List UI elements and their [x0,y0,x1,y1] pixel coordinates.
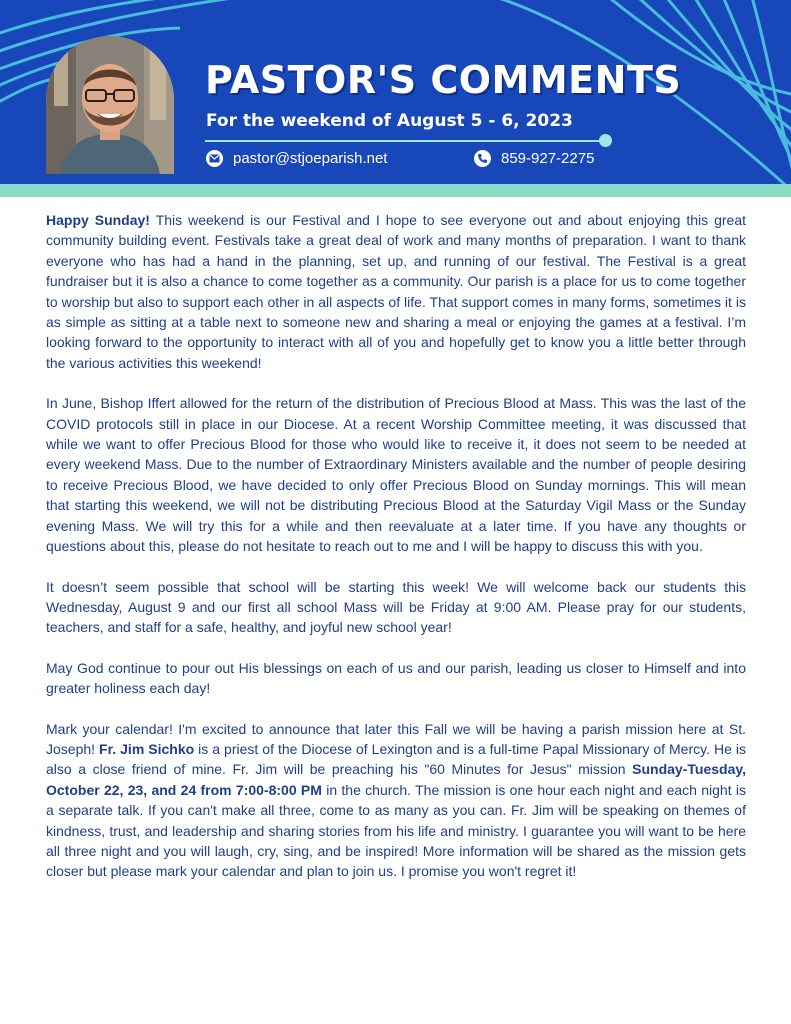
contact-phone[interactable] [474,148,594,168]
paragraph-text: in the church. The mission is one hour each night and each night is a separate talk. If you can't make all three, come to as many as you can. Fr. Jim will be speaking on themes of kindness, trust, and leadership and sharing stories from his life and ministry. I guarantee you will want to be here all three night and you will laugh, cry, sing, and be inspired! More information will be shared as the mission gets closer but please mark your calendar and plan to join us. I promise you won't regret it! [46,781,746,880]
mission-dates: Sunday-Tuesday, October 22, 23, and 24 from 7:00-8:00 PM [46,761,746,798]
contact-email[interactable] [206,148,387,168]
paragraph-text: is a priest of the Diocese of Lexington and is a full-time Papal Missionary of Mercy. He is also a close friend of mine. Fr. Jim will be preaching his "60 Minutes for Jesus" mission [46,740,746,778]
page-subtitle: For the weekend of August 5 - 6, 2023 [206,111,573,131]
header-divider-dot [599,134,612,147]
greeting: Happy Sunday! [46,212,150,228]
paragraph-mission [46,719,746,882]
email-address[interactable]: pastor@stjoeparish.net [233,149,388,167]
accent-band [0,184,791,197]
header-divider [205,140,603,142]
page-title: PASTOR'S COMMENTS [205,58,682,102]
speaker-name: Fr. Jim Sichko [99,740,195,757]
phone-number[interactable]: 859-927-2275 [501,149,595,167]
paragraph-school: It doesn’t seem possible that school will be starting this week! We will welcome back our students this Wednesday, August 9 and our first all school Mass will be Friday at 9:00 AM. Please pray for our students, teachers, and staff for a safe, healthy, and joyful new school year! [46,578,746,636]
paragraph-precious-blood: In June, Bishop Iffert allowed for the return of the distribution of Precious Blood at Mass. This was the last of the COVID protocols still in place in our Diocese. At a recent Worship Committee meeting, it was discussed that while we want to offer Precious Blood for those who would like to receive it, it does not seem to be needed at every weekend Mass. Due to the number of Extraordinary Ministers available and the number of people desiring to receive Precious Blood, we have decided to only offer Precious Blood on Sunday mornings. This will mean that starting this weekend, we will not be distributing Precious Blood at the Saturday Vigil Mass or the Sunday evening Mass. We will try this for a while and then reevaluate at a later time. If you have any thoughts or questions about this, please do not hesitate to reach out to me and I will be happy to discuss this with you. [46,395,746,555]
email-icon [206,150,223,167]
phone-icon [474,150,491,167]
paragraph-text: Mark your calendar! I'm excited to announce that later this Fall we will be having a parish mission here at St. Joseph! [46,720,746,757]
letter-body [46,210,746,902]
header-banner [0,0,791,184]
paragraph-text: This weekend is our Festival and I hope to see everyone out and about enjoying this great community building event. Festivals take a great deal of work and many months of preparation. I want to thank everyone who has had a hand in the planning, set up, and running of our festival. The Festival is a great fundraiser but it is also a chance to come together as a community. Our parish is a place for us to come together to worship but also to support each other in all aspects of life. That support comes in many forms, sometimes it is as simple as sitting at a table next to someone new and sharing a meal or enjoying the games at a festival. I’m looking forward to the opportunity to interact with all of you and hopefully get to know you a little better through the various activities this weekend! [46,212,747,371]
paragraph-blessing: May God continue to pour out His blessings on each of us and our parish, leading us closer to Himself and into greater holiness each day! [46,659,746,697]
paragraph-festival [46,210,746,373]
pastor-photo [46,36,174,174]
